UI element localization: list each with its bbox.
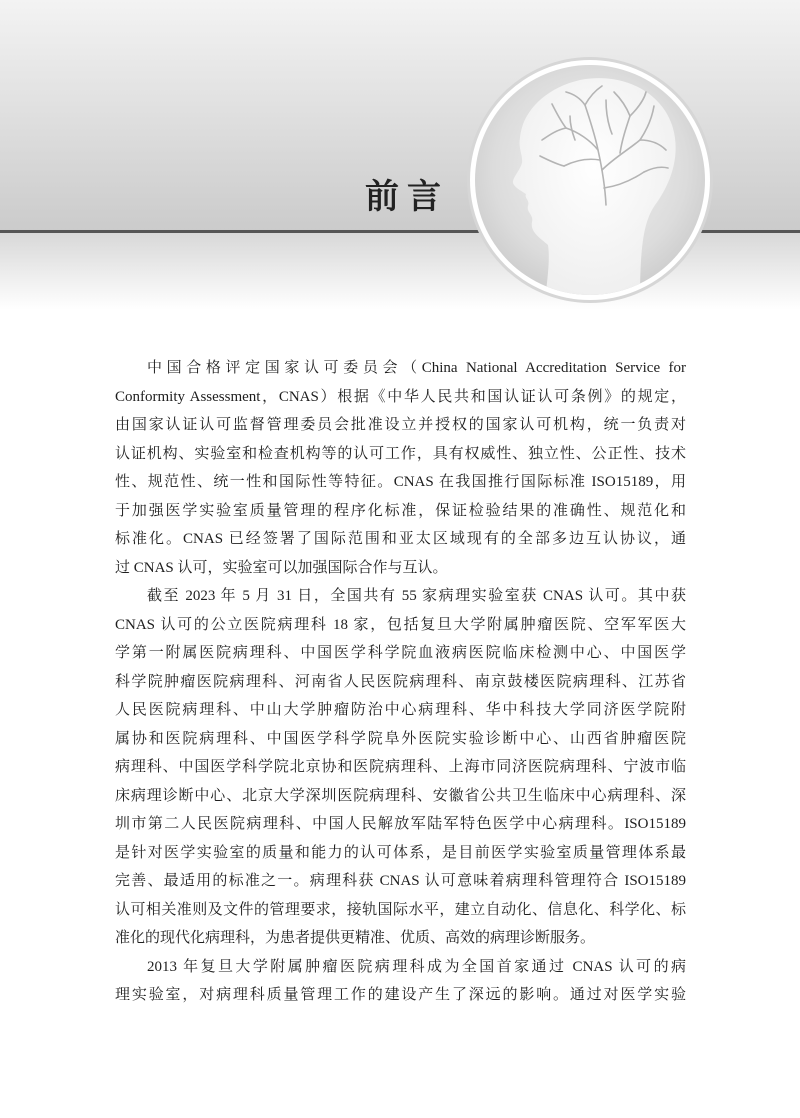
text-line: 床病理诊断中心、北京大学深圳医院病理科、安徽省公共卫生临床中心病理科、深 — [115, 787, 686, 804]
text-line: 圳市第二人民医院病理科、中国人民解放军陆军特色医学中心病理科。ISO15189 — [115, 816, 686, 832]
chapter-header-banner — [0, 0, 800, 310]
paragraph — [115, 582, 686, 953]
body-text — [115, 354, 686, 1010]
text-line: 于加强医学实验室质量管理的程序化标准，保证检验结果的准确性、规范化和 — [115, 502, 686, 519]
text-line: 准化的现代化病理科，为患者提供更精准、优质、高效的病理诊断服务。 — [115, 930, 596, 946]
text-line: 标准化。CNAS 已经签署了国际范围和亚太区域现有的全部多边互认协议，通 — [115, 531, 686, 547]
text-line: 2013 年复旦大学附属肿瘤医院病理科成为全国首家通过 CNAS 认可的病 — [147, 958, 686, 975]
text-line: 由国家认证认可监督管理委员会批准设立并授权的国家认可机构，统一负责对 — [115, 417, 686, 433]
text-line: 中国合格评定国家认可委员会（China National Accreditation Service for — [147, 360, 686, 376]
text-line: 病理科、中国医学科学院北京协和医院病理科、上海市同济医院病理科、宁波市临 — [115, 759, 686, 775]
text-line: 理实验室，对病理科质量管理工作的建设产生了深远的影响。通过对医学实验 — [115, 987, 686, 1003]
text-line: Conformity Assessment，CNAS）根据《中华人民共和国认证认可条例》的规定， — [115, 388, 686, 405]
text-line: 截至 2023 年 5 月 31 日，全国共有 55 家病理实验室获 CNAS 认可。其中获 — [147, 588, 686, 604]
paragraph — [115, 953, 686, 1010]
paragraph — [115, 354, 686, 582]
page-title: 前言 — [365, 177, 449, 217]
head-brain-icon — [467, 57, 713, 303]
text-line: CNAS 认可的公立医院病理科 18 家，包括复旦大学附属肿瘤医院、空军军医大 — [115, 616, 686, 633]
text-line: 科学院肿瘤医院病理科、河南省人民医院病理科、南京鼓楼医院病理科、江苏省 — [115, 673, 686, 690]
text-line: 认可相关准则及文件的管理要求，接轨国际水平，建立自动化、信息化、科学化、标 — [115, 901, 686, 918]
text-line: 认证机构、实验室和检查机构等的认可工作，具有权威性、独立性、公正性、技术 — [115, 445, 686, 462]
text-line: 属协和医院病理科、中国医学科学院阜外医院实验诊断中心、山西省肿瘤医院 — [115, 730, 686, 747]
text-line: 人民医院病理科、中山大学肿瘤防治中心病理科、华中科技大学同济医学院附 — [115, 702, 686, 718]
text-line: 过 CNAS 认可，实验室可以加强国际合作与互认。 — [115, 559, 448, 576]
text-line: 性、规范性、统一性和国际性等特征。CNAS 在我国推行国际标准 ISO15189，用 — [115, 474, 686, 490]
text-line: 是针对医学实验室的质量和能力的认可体系，是目前医学实验室质量管理体系最 — [115, 844, 686, 861]
text-line: 完善、最适用的标准之一。病理科获 CNAS 认可意味着病理科管理符合 ISO15189 — [115, 873, 686, 889]
text-line: 学第一附属医院病理科、中国医学科学院血液病医院临床检测中心、中国医学 — [115, 645, 686, 661]
